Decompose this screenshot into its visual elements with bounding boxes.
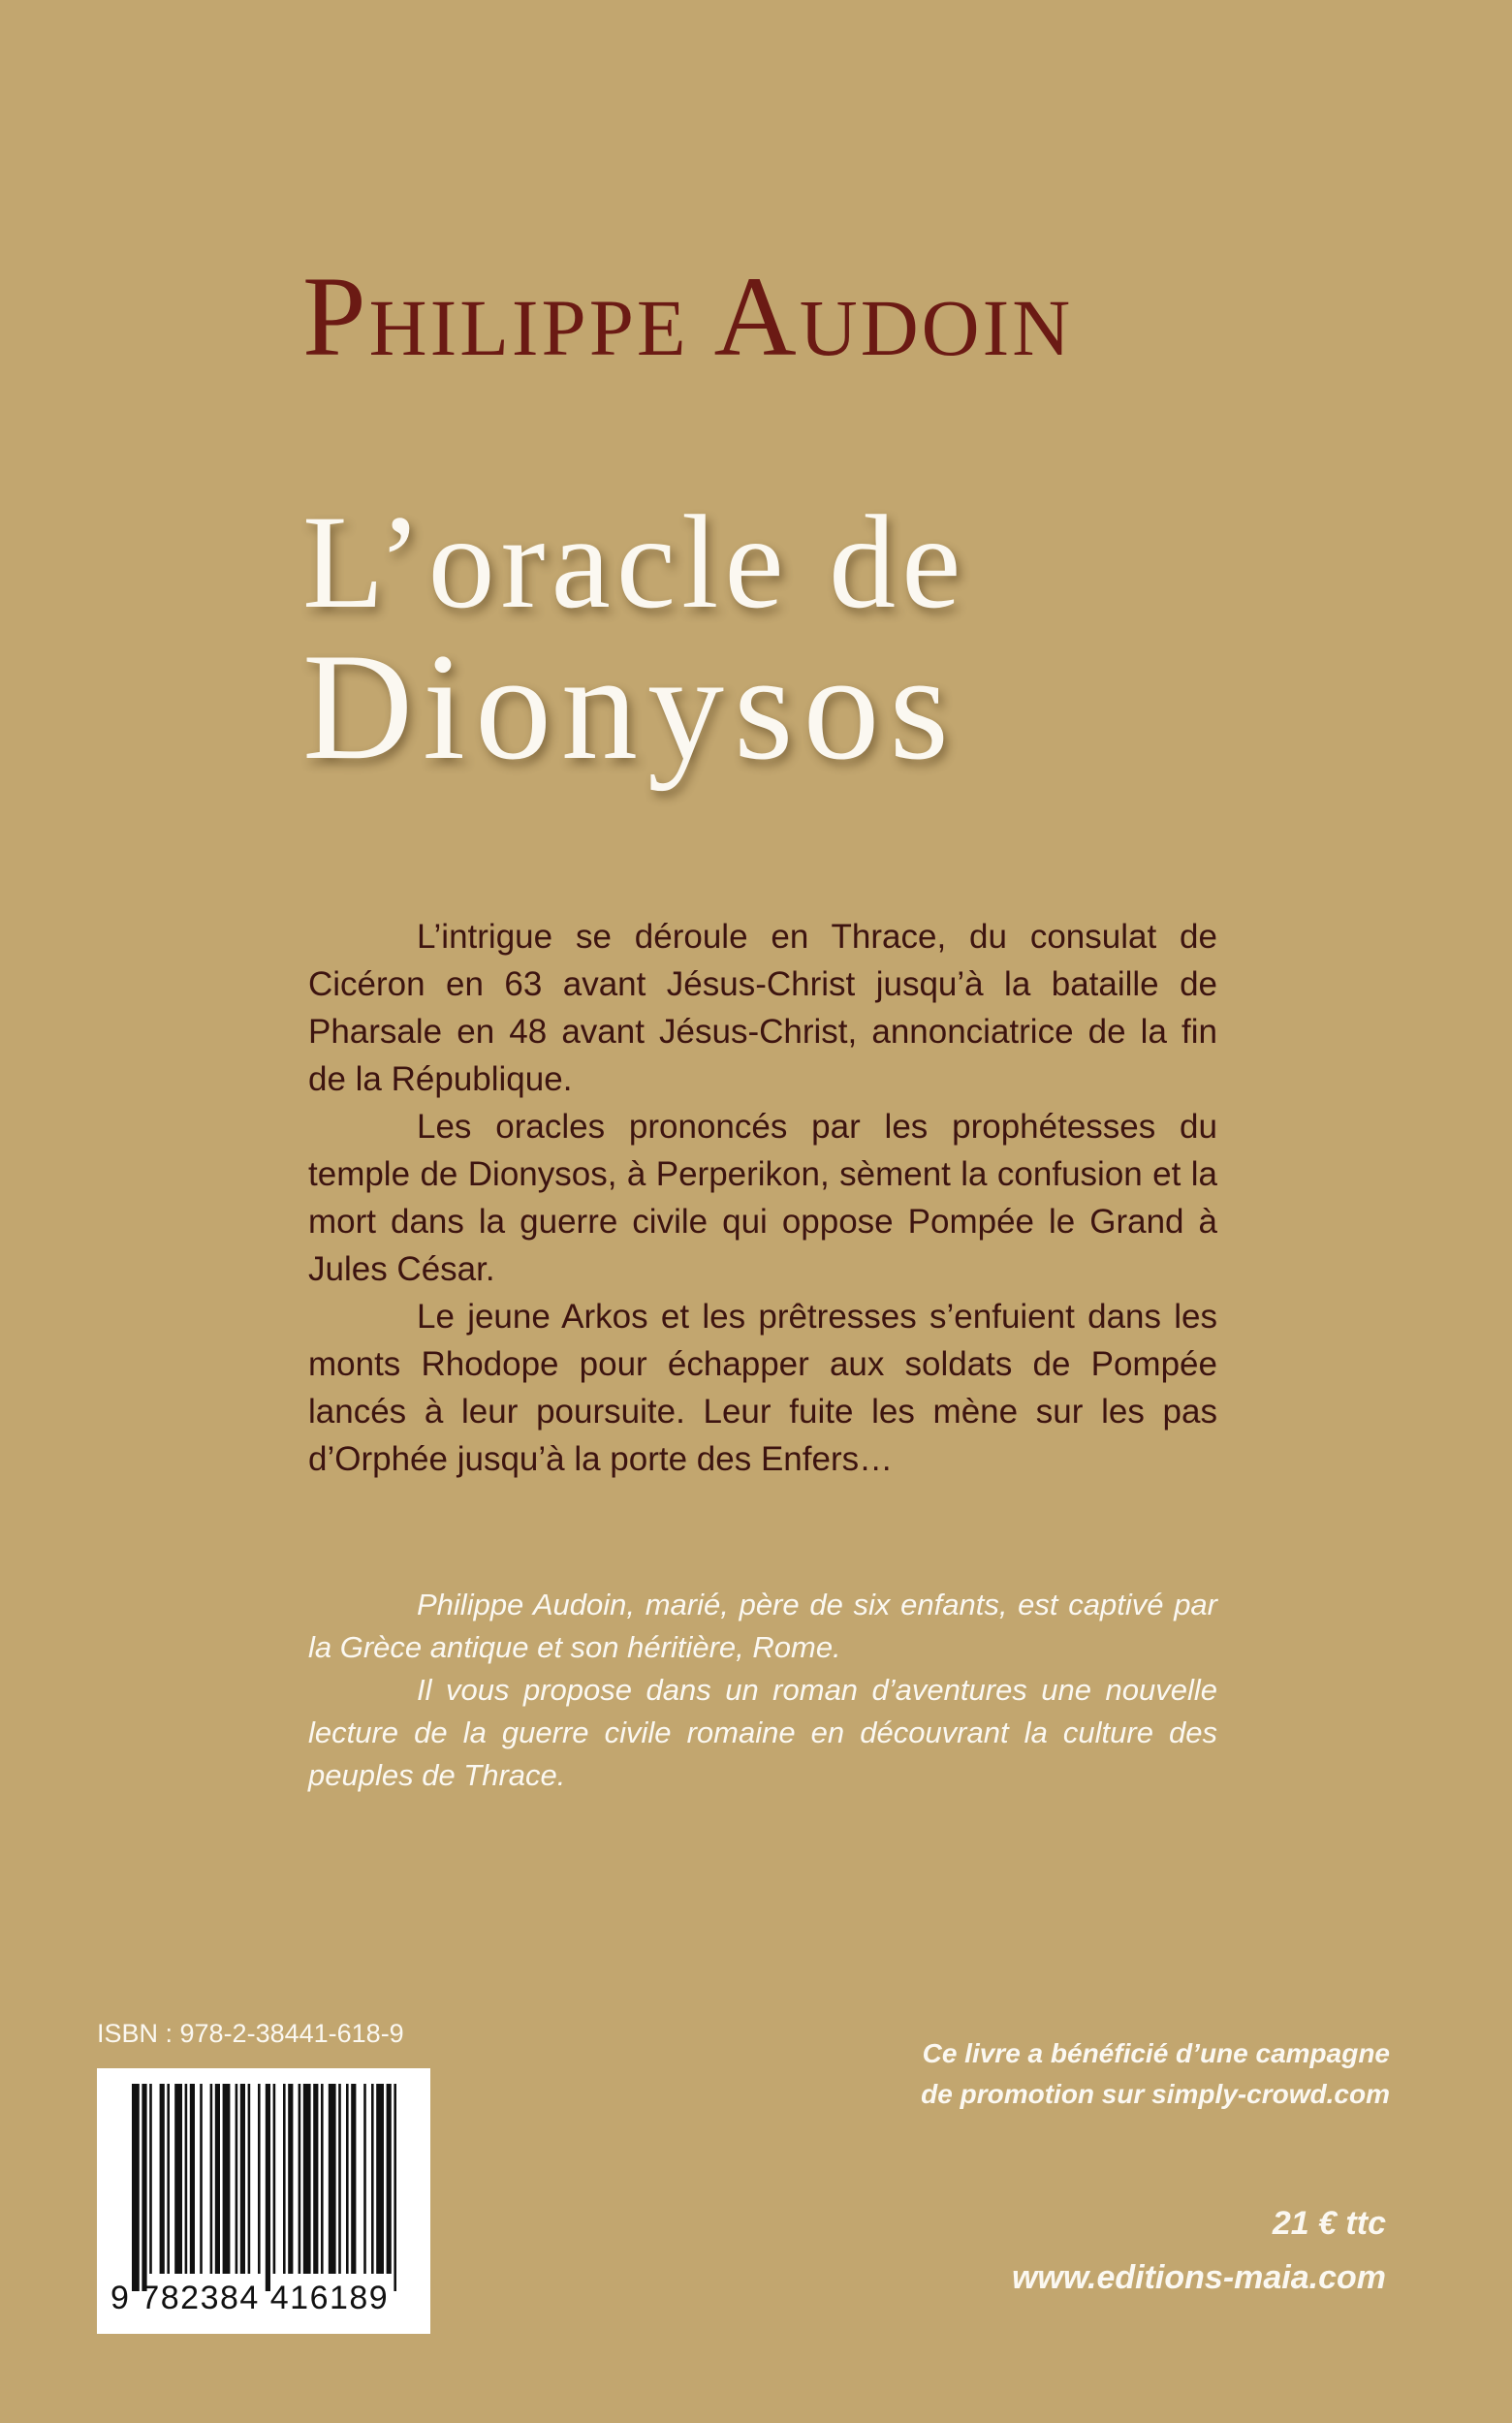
barcode-bar [200, 2084, 203, 2274]
author-name: Philippe Audoin [302, 253, 1074, 380]
barcode-bar [142, 2084, 146, 2291]
barcode-bar [223, 2084, 231, 2274]
barcode-bar [149, 2084, 152, 2274]
barcode-bar [376, 2084, 384, 2274]
barcode-bar [338, 2084, 341, 2274]
barcode-bar [190, 2084, 195, 2274]
barcode-bar [185, 2084, 188, 2274]
barcode-bar [303, 2084, 311, 2274]
barcode-bar [321, 2084, 324, 2274]
barcode-bar [248, 2084, 251, 2274]
barcode-digits: 9 782384 416189 [110, 2280, 390, 2316]
promotion-line-1: Ce livre a bénéficié d’une campagne [922, 2038, 1390, 2068]
barcode-bar [167, 2084, 170, 2274]
book-title-line-1: L’oracle de [302, 488, 967, 636]
barcode-bar [288, 2084, 293, 2274]
barcode-bar [266, 2084, 270, 2291]
book-title-line-2: Dionysos [302, 622, 959, 792]
barcode-bar [215, 2084, 220, 2274]
barcode-bar [273, 2084, 276, 2274]
barcode-bar [160, 2084, 165, 2274]
barcode-bar [387, 2084, 392, 2274]
barcode-bar [258, 2084, 261, 2274]
author-bio-paragraph: Il vous propose dans un roman d’aventures une nouvelle lecture de la guerre civile romaine en découvrant la culture des peuples de Thrace. [308, 1673, 1217, 1792]
barcode-bar [132, 2084, 140, 2291]
barcode-bar [240, 2084, 245, 2274]
author-bio-paragraph: Philippe Audoin, marié, père de six enfants, est captivé par la Grèce antique et son héritière, Rome. [308, 1588, 1217, 1664]
synopsis [308, 913, 1217, 1483]
promotion-note [711, 2033, 1390, 2115]
barcode-bar [371, 2084, 374, 2274]
barcode-bar [210, 2084, 213, 2274]
barcode-bar [236, 2084, 238, 2274]
price: 21 € ttc [1272, 2205, 1386, 2242]
barcode-bar [351, 2084, 356, 2274]
synopsis-paragraph: L’intrigue se déroule en Thrace, du consulat de Cicéron en 63 avant Jésus-Christ jusqu’à la bataille de Pharsale en 48 avant Jésus-Christ, annonciatrice de la fin de la République. [308, 918, 1217, 1098]
promotion-line-2: de promotion sur simply-crowd.com [921, 2079, 1390, 2109]
barcode-bar [283, 2084, 286, 2274]
barcode-bar [363, 2084, 366, 2274]
barcode [97, 2068, 430, 2334]
author-bio [308, 1584, 1217, 1797]
barcode-bar [299, 2084, 301, 2274]
barcode-bar [329, 2084, 336, 2274]
barcode-bar [346, 2084, 349, 2274]
barcode-bar [174, 2084, 182, 2274]
isbn-label: ISBN : 978-2-38441-618-9 [97, 2019, 404, 2048]
synopsis-paragraph: Les oracles prononcés par les prophétesses du temple de Dionysos, à Perperikon, sèment la confusion et la mort dans la guerre civile qui oppose Pompée le Grand à Jules César. [308, 1108, 1217, 1288]
publisher-website: www.editions-maia.com [1011, 2259, 1386, 2296]
barcode-bar [394, 2084, 396, 2291]
synopsis-paragraph: Le jeune Arkos et les prêtresses s’enfuient dans les monts Rhodope pour échapper aux soldats de Pompée lancés à leur poursuite. Leur fuite les mène sur les pas d’Orphée jusqu’à la porte des Enfers… [308, 1298, 1217, 1478]
book-title [302, 488, 1233, 792]
barcode-bar [313, 2084, 318, 2274]
